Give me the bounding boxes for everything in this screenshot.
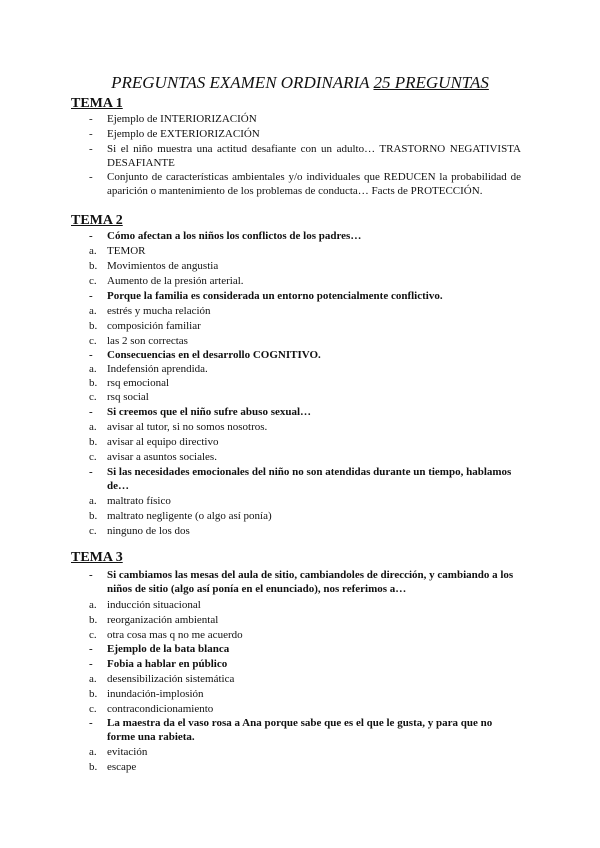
item-text: inundación-implosión	[107, 688, 204, 700]
list-marker: a.	[89, 599, 97, 611]
item-text: Si las necesidades emocionales del niño no son atendidas durante un tiempo, hablamos de…	[107, 466, 512, 492]
item-text: avisar al tutor, si no somos nosotros.	[107, 421, 268, 433]
item-text: Ejemplo de EXTERIORIZACIÓN	[107, 128, 260, 140]
list-marker: a.	[89, 495, 97, 507]
list-marker: c.	[89, 391, 97, 403]
item-text: avisar a asuntos sociales.	[107, 451, 217, 463]
item-text: Consecuencias en el desarrollo COGNITIVO.	[107, 349, 321, 361]
list-marker: a.	[89, 245, 97, 257]
item-text: La maestra da el vaso rosa a Ana porque sabe que es el que le gusta, y para que no forme una rabieta.	[107, 717, 493, 743]
section-heading: TEMA 1	[71, 96, 123, 111]
item-text: inducción situacional	[107, 599, 201, 611]
list-marker: a.	[89, 746, 97, 758]
item-text: Si cambiamos las mesas del aula de sitio, cambiandoles de dirección, y cambiando a los niños de sitio (algo así ponía en el enunciado), nos referimos a…	[107, 569, 514, 595]
item-text: otra cosa mas q no me acuerdo	[107, 629, 243, 641]
item-text: las 2 son correctas	[107, 335, 188, 347]
list-marker: -	[89, 466, 93, 478]
list-marker: -	[89, 643, 93, 655]
item-text: Indefensión aprendida.	[107, 363, 208, 375]
list-marker: c.	[89, 275, 97, 287]
list-marker: c.	[89, 335, 97, 347]
list-marker: -	[89, 658, 93, 670]
item-text: composición familiar	[107, 320, 201, 332]
item-text: maltrato negligente (o algo así ponía)	[107, 510, 272, 522]
list-marker: b.	[89, 510, 98, 522]
list-marker: b.	[89, 688, 98, 700]
item-text: Cómo afectan a los niños los conflictos de los padres…	[107, 230, 362, 242]
item-text: evitación	[107, 746, 148, 758]
list-marker: -	[89, 171, 93, 183]
item-text: reorganización ambiental	[107, 614, 219, 626]
list-marker: -	[89, 349, 93, 361]
item-text: Conjunto de características ambientales y/o individuales que REDUCEN la probabilidad de aparición o mantenimiento de los problemas de conducta… Facts de PROTECCIÓN.	[107, 171, 521, 197]
list-marker: b.	[89, 761, 98, 773]
item-text: Ejemplo de la bata blanca	[107, 643, 230, 655]
list-marker: a.	[89, 363, 97, 375]
list-marker: -	[89, 230, 93, 242]
item-text: Si el niño muestra una actitud desafiante con un adulto… TRASTORNO NEGATIVISTA DESAFIANTE	[107, 143, 521, 169]
list-marker: a.	[89, 305, 97, 317]
item-text: TEMOR	[107, 245, 146, 257]
list-marker: -	[89, 290, 93, 302]
list-marker: a.	[89, 673, 97, 685]
list-marker: b.	[89, 436, 98, 448]
item-text: avisar al equipo directivo	[107, 436, 219, 448]
list-marker: -	[89, 113, 93, 125]
list-marker: c.	[89, 451, 97, 463]
section-heading: TEMA 3	[71, 550, 123, 565]
list-marker: b.	[89, 320, 98, 332]
list-marker: -	[89, 406, 93, 418]
section-heading: TEMA 2	[71, 213, 123, 228]
page-title	[0, 72, 600, 94]
list-marker: -	[89, 569, 93, 581]
item-text: rsq social	[107, 391, 149, 403]
item-text: Aumento de la presión arterial.	[107, 275, 244, 287]
list-marker: b.	[89, 260, 98, 272]
item-text: Porque la familia es considerada un entorno potencialmente conflictivo.	[107, 290, 443, 302]
list-marker: -	[89, 143, 93, 155]
item-text: Si creemos que el niño sufre abuso sexual…	[107, 406, 312, 418]
item-text: Fobia a hablar en público	[107, 658, 228, 670]
list-marker: -	[89, 717, 93, 729]
item-text: Ejemplo de INTERIORIZACIÓN	[107, 113, 257, 125]
item-text: escape	[107, 761, 137, 773]
list-marker: b.	[89, 377, 98, 389]
item-text: desensibilización sistemática	[107, 673, 235, 685]
item-text: ninguno de los dos	[107, 525, 190, 537]
item-text: estrés y mucha relación	[107, 305, 211, 317]
item-text: contracondicionamiento	[107, 703, 214, 715]
list-marker: c.	[89, 629, 97, 641]
title-main: PREGUNTAS EXAMEN ORDINARIA	[111, 73, 374, 92]
list-marker: -	[89, 128, 93, 140]
list-marker: c.	[89, 703, 97, 715]
item-text: rsq emocional	[107, 377, 170, 389]
item-text: maltrato físico	[107, 495, 171, 507]
list-marker: b.	[89, 614, 98, 626]
list-marker: a.	[89, 421, 97, 433]
title-underlined: 25 PREGUNTAS	[373, 73, 489, 92]
item-text: Movimientos de angustia	[107, 260, 219, 272]
list-marker: c.	[89, 525, 97, 537]
